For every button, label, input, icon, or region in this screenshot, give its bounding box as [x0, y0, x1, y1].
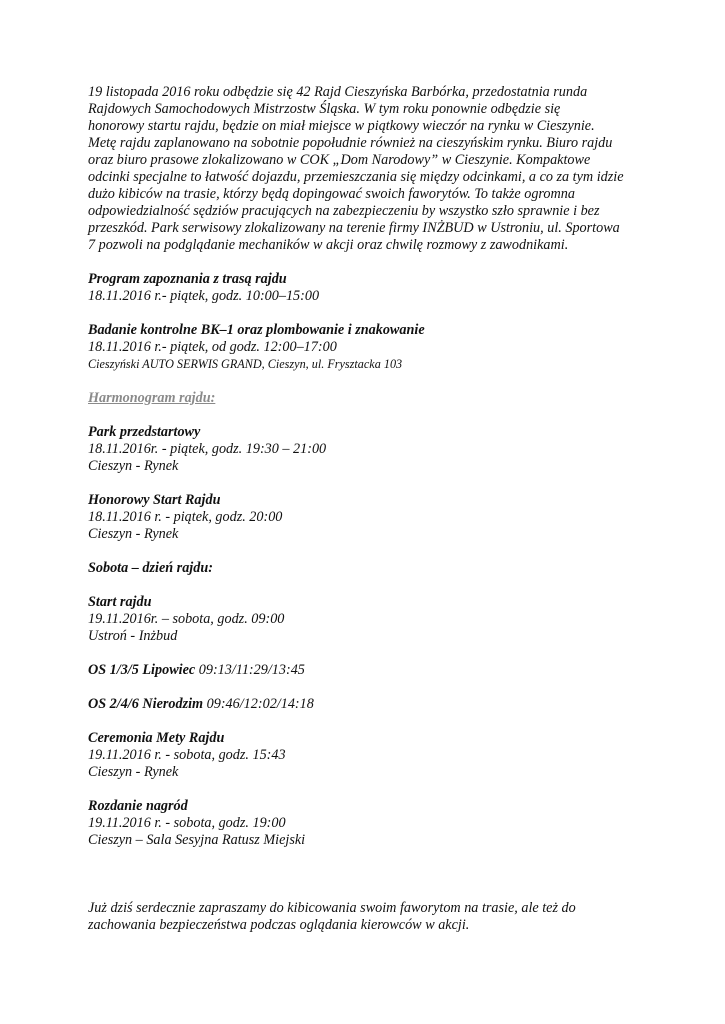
- honorowy-title: Honorowy Start Rajdu: [88, 492, 221, 508]
- intro-line: dużo kibiców na trasie, którzy będą dopingować swoich faworytów. To także ogromna: [88, 186, 575, 202]
- os1-times: 09:13/11:29/13:45: [195, 662, 305, 678]
- badanie-title: Badanie kontrolne BK–1 oraz plombowanie i znakowanie: [88, 322, 425, 338]
- park-section: [88, 424, 648, 475]
- rozdanie-date: 19.11.2016 r. - sobota, godz. 19:00: [88, 815, 286, 831]
- os1-label: OS 1/3/5 Lipowiec: [88, 662, 196, 678]
- intro-line: honorowy startu rajdu, będzie on miał miejsce w piątkowy wieczór na rynku w Cieszynie.: [88, 118, 595, 134]
- honorowy-date: 18.11.2016 r. - piątek, godz. 20:00: [88, 509, 283, 525]
- ceremonia-title: Ceremonia Mety Rajdu: [88, 730, 225, 746]
- program-section: [88, 271, 648, 305]
- rozdanie-title: Rozdanie nagród: [88, 798, 188, 814]
- start-date: 19.11.2016r. – sobota, godz. 09:00: [88, 611, 285, 627]
- ceremonia-date: 19.11.2016 r. - sobota, godz. 15:43: [88, 747, 286, 763]
- badanie-place: Cieszyński AUTO SERWIS GRAND, Cieszyn, ul. Frysztacka 103: [88, 357, 403, 371]
- document-page: [88, 84, 648, 934]
- rozdanie-section: [88, 798, 648, 849]
- park-place: Cieszyn - Rynek: [88, 458, 179, 474]
- closing-line: zachowania bezpieczeństwa podczas oglądania kierowców w akcji.: [88, 917, 470, 933]
- intro-line: odcinki specjalne to łatwość dojazdu, przemieszczania się między odcinkami, a co za tym idzie: [88, 169, 624, 185]
- intro-line: Metę rajdu zaplanowano na sobotnie popołudnie również na cieszyńskim rynku. Biuro rajdu: [88, 135, 613, 151]
- intro-line: oraz biuro prasowe zlokalizowano w COK „Dom Narodowy” w Cieszynie. Kompaktowe: [88, 152, 591, 168]
- honorowy-place: Cieszyn - Rynek: [88, 526, 179, 542]
- start-title: Start rajdu: [88, 594, 152, 610]
- intro-line: odpowiedzialność sędziów pracujących na zabezpieczeniu by wszystko szło sprawnie i bez: [88, 203, 600, 219]
- honorowy-section: [88, 492, 648, 543]
- badanie-date: 18.11.2016 r.- piątek, od godz. 12:00–17:00: [88, 339, 337, 355]
- intro-line: Rajdowych Samochodowych Mistrzostw Śląska. W tym roku ponownie odbędzie się: [88, 101, 561, 117]
- program-title: Program zapoznania z trasą rajdu: [88, 271, 287, 287]
- park-title: Park przedstartowy: [88, 424, 201, 440]
- os2-label: OS 2/4/6 Nierodzim: [88, 696, 204, 712]
- ceremonia-place: Cieszyn - Rynek: [88, 764, 179, 780]
- badanie-section: [88, 322, 648, 373]
- program-date: 18.11.2016 r.- piątek, godz. 10:00–15:00: [88, 288, 320, 304]
- start-place: Ustroń - Inżbud: [88, 628, 178, 644]
- closing-paragraph: [88, 900, 648, 934]
- start-section: [88, 594, 648, 645]
- park-date: 18.11.2016r. - piątek, godz. 19:30 – 21:00: [88, 441, 327, 457]
- intro-paragraph: [88, 84, 648, 254]
- ceremonia-section: [88, 730, 648, 781]
- intro-line: przeszkód. Park serwisowy zlokalizowany na terenie firmy INŻBUD w Ustroniu, ul. Sportowa: [88, 220, 620, 236]
- os1-row: [88, 662, 648, 679]
- closing-line: Już dziś serdecznie zapraszamy do kibicowania swoim faworytom na trasie, ale też do: [88, 900, 576, 916]
- sobota-heading: Sobota – dzień rajdu:: [88, 560, 213, 576]
- os2-times: 09:46/12:02/14:18: [203, 696, 314, 712]
- rozdanie-place: Cieszyn – Sala Sesyjna Ratusz Miejski: [88, 832, 306, 848]
- harmonogram-heading: Harmonogram rajdu:: [88, 390, 216, 406]
- os2-row: [88, 696, 648, 713]
- intro-line: 7 pozwoli na podglądanie mechaników w akcji oraz chwilę rozmowy z zawodnikami.: [88, 237, 569, 253]
- intro-line: 19 listopada 2016 roku odbędzie się 42 Rajd Cieszyńska Barbórka, przedostatnia runda: [88, 84, 588, 100]
